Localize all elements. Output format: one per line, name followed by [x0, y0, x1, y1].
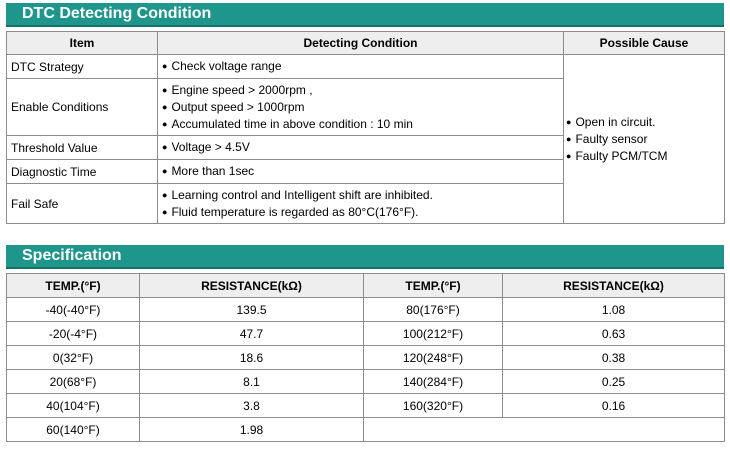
temp-cell: -20(-4°F): [7, 322, 140, 346]
condition-line: ● Accumulated time in above condition : 10 min: [162, 116, 559, 133]
specification-table: [6, 273, 725, 442]
cause-line: ● Open in circuit.: [566, 114, 720, 131]
dtc-header-row: [7, 32, 725, 55]
table-row: [7, 346, 725, 370]
temp-cell: 140(284°F): [364, 370, 503, 394]
cause-line: ● Faulty PCM/TCM: [566, 148, 720, 165]
condition-line: ● Engine speed > 2000rpm ,: [162, 82, 559, 99]
temp-column-header: TEMP.(°F): [364, 274, 503, 298]
condition-line: ● Learning control and Intelligent shift are inhibited.: [162, 187, 559, 204]
condition-line: ● Voltage > 4.5V: [162, 139, 559, 156]
item-column-header: Item: [7, 32, 158, 55]
condition-cell: [158, 184, 564, 224]
dtc-row-strategy: [7, 55, 725, 79]
resistance-cell: 0.25: [503, 370, 725, 394]
temp-cell: 100(212°F): [364, 322, 503, 346]
condition-column-header: Detecting Condition: [158, 32, 564, 55]
resistance-column-header: RESISTANCE(kΩ): [503, 274, 725, 298]
resistance-column-header: RESISTANCE(kΩ): [140, 274, 364, 298]
condition-cell: [158, 55, 564, 79]
table-row: [7, 322, 725, 346]
condition-line: ● Fluid temperature is regarded as 80°C(176°F).: [162, 204, 559, 221]
table-row: [7, 418, 725, 442]
dtc-table: [6, 31, 725, 224]
temp-cell: 20(68°F): [7, 370, 140, 394]
temp-cell: 160(320°F): [364, 394, 503, 418]
item-cell: Fail Safe: [7, 184, 158, 224]
table-row: [7, 394, 725, 418]
cause-line: ● Faulty sensor: [566, 131, 720, 148]
resistance-cell: 0.16: [503, 394, 725, 418]
resistance-cell: 8.1: [140, 370, 364, 394]
item-cell: DTC Strategy: [7, 55, 158, 79]
item-cell: Threshold Value: [7, 136, 158, 160]
temp-cell: 80(176°F): [364, 298, 503, 322]
possible-cause-cell: [564, 55, 725, 224]
condition-cell: [158, 160, 564, 184]
condition-line: ● More than 1sec: [162, 163, 559, 180]
condition-line: ● Output speed > 1000rpm: [162, 99, 559, 116]
table-row: [7, 370, 725, 394]
resistance-cell: 18.6: [140, 346, 364, 370]
spec-header-row: [7, 274, 725, 298]
condition-cell: [158, 79, 564, 136]
temp-cell: 60(140°F): [7, 418, 140, 442]
resistance-cell: 1.08: [503, 298, 725, 322]
resistance-cell: 0.38: [503, 346, 725, 370]
dtc-section-title: DTC Detecting Condition: [6, 3, 724, 27]
temp-cell: 120(248°F): [364, 346, 503, 370]
item-cell: Diagnostic Time: [7, 160, 158, 184]
temp-cell: -40(-40°F): [7, 298, 140, 322]
table-row: [7, 298, 725, 322]
temp-cell: 0(32°F): [7, 346, 140, 370]
condition-cell: [158, 136, 564, 160]
temp-cell: 40(104°F): [7, 394, 140, 418]
resistance-cell: 47.7: [140, 322, 364, 346]
resistance-cell: 1.98: [140, 418, 364, 442]
resistance-cell: 0.63: [503, 322, 725, 346]
resistance-cell: 139.5: [140, 298, 364, 322]
temp-column-header: TEMP.(°F): [7, 274, 140, 298]
specification-section-title: Specification: [6, 245, 724, 269]
condition-line: ● Check voltage range: [162, 58, 559, 75]
item-cell: Enable Conditions: [7, 79, 158, 136]
empty-cell: [364, 418, 725, 442]
resistance-cell: 3.8: [140, 394, 364, 418]
cause-column-header: Possible Cause: [564, 32, 725, 55]
